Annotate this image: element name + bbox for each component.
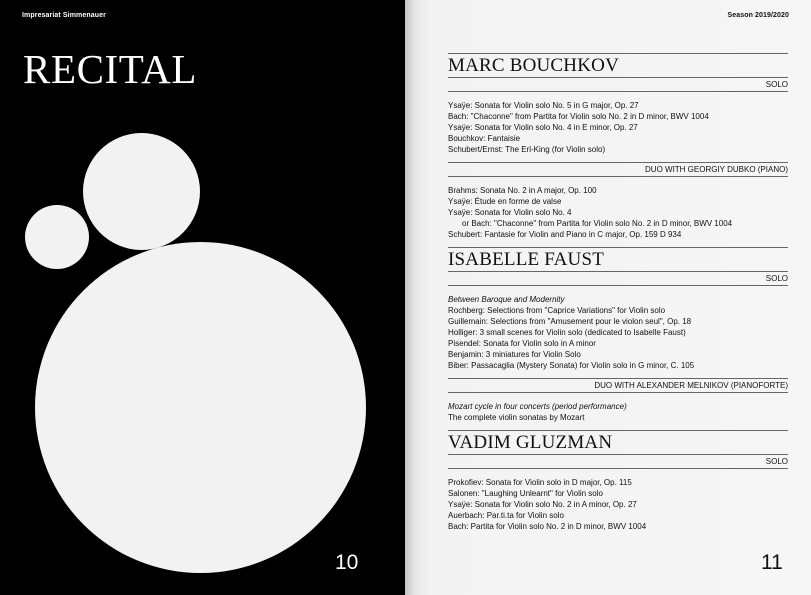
program-item: Guillemain: Selections from "Amusement pour le violon seul", Op. 18 <box>448 317 692 326</box>
program-label: DUO WITH GEORGIY DUBKO (PIANO) <box>448 162 788 177</box>
program-item: Bouchkov: Fantaisie <box>448 134 521 143</box>
program-item: Benjamin: 3 miniatures for Violin Solo <box>448 350 581 359</box>
page-number-left: 10 <box>335 551 359 574</box>
left-page <box>0 0 405 595</box>
page-title: RECITAL <box>23 46 198 92</box>
program-item: Pisendel: Sonata for Violin solo in A minor <box>448 339 596 348</box>
program-item: Ysaÿe: Sonata for Violin solo No. 5 in G major, Op. 27 <box>448 101 639 110</box>
season-label: Season 2019/2020 <box>727 12 789 19</box>
program-label: SOLO <box>448 272 788 286</box>
program-item: Brahms: Sonata No. 2 in A major, Op. 100 <box>448 186 597 195</box>
program-list <box>448 294 788 371</box>
program-item: Bach: Partita for Violin solo No. 2 in D minor, BWV 1004 <box>448 522 647 531</box>
artist-name: ISABELLE FAUST <box>448 247 788 272</box>
program-subtitle: Between Baroque and Modernity <box>448 295 565 304</box>
artist-name: MARC BOUCHKOV <box>448 53 788 78</box>
program-item: Bach: "Chaconne" from Partita for Violin solo No. 2 in D minor, BWV 1004 <box>448 112 709 121</box>
medium-circle <box>83 133 200 250</box>
small-circle <box>25 205 89 269</box>
program-item: or Bach: "Chaconne" from Partita for Violin solo No. 2 in D minor, BWV 1004 <box>462 219 733 228</box>
program-label: SOLO <box>448 455 788 469</box>
program-item: Ysaÿe: Étude en forme de valse <box>448 197 562 206</box>
program-item: Rochberg: Selections from "Caprice Variations" for Violin solo <box>448 306 666 315</box>
page-number-right: 11 <box>761 551 783 574</box>
program-item: Ysaÿe: Sonata for Violin solo No. 4 in E minor, Op. 27 <box>448 123 638 132</box>
program-item: Schubert: Fantasie for Violin and Piano in C major, Op. 159 D 934 <box>448 230 682 239</box>
program-item: Ysaÿe: Sonata for Violin solo No. 2 in A minor, Op. 27 <box>448 500 637 509</box>
large-circle <box>35 242 366 573</box>
program-item: Biber: Passacaglia (Mystery Sonata) for Violin solo in G minor, C. 105 <box>448 361 695 370</box>
program-list <box>448 185 788 240</box>
program-item: Ysaÿe: Sonata for Violin solo No. 4 <box>448 208 572 217</box>
program-subtitle: Mozart cycle in four concerts (period performance) <box>448 402 627 411</box>
artist-block-bouchkov <box>448 53 788 240</box>
program-item: Schubert/Ernst: The Erl-King (for Violin solo) <box>448 145 606 154</box>
publisher-name: Impresariat Simmenauer <box>22 12 106 19</box>
program-list <box>448 477 788 532</box>
artist-name: VADIM GLUZMAN <box>448 430 788 455</box>
program-list <box>448 401 788 423</box>
program-item: The complete violin sonatas by Mozart <box>448 413 585 422</box>
program-label: DUO WITH ALEXANDER MELNIKOV (PIANOFORTE) <box>448 378 788 393</box>
program-item: Holliger: 3 small scenes for Violin solo (dedicated to Isabelle Faust) <box>448 328 686 337</box>
artist-program-list <box>448 53 788 539</box>
program-item: Prokofiev: Sonata for Violin solo in D major, Op. 115 <box>448 478 632 487</box>
program-item: Salonen: "Laughing Unlearnt" for Violin solo <box>448 489 603 498</box>
program-list <box>448 100 788 155</box>
program-label: SOLO <box>448 78 788 92</box>
artist-block-faust <box>448 247 788 423</box>
program-item: Auerbach: Par.ti.ta for Violin solo <box>448 511 564 520</box>
artist-block-gluzman <box>448 430 788 532</box>
